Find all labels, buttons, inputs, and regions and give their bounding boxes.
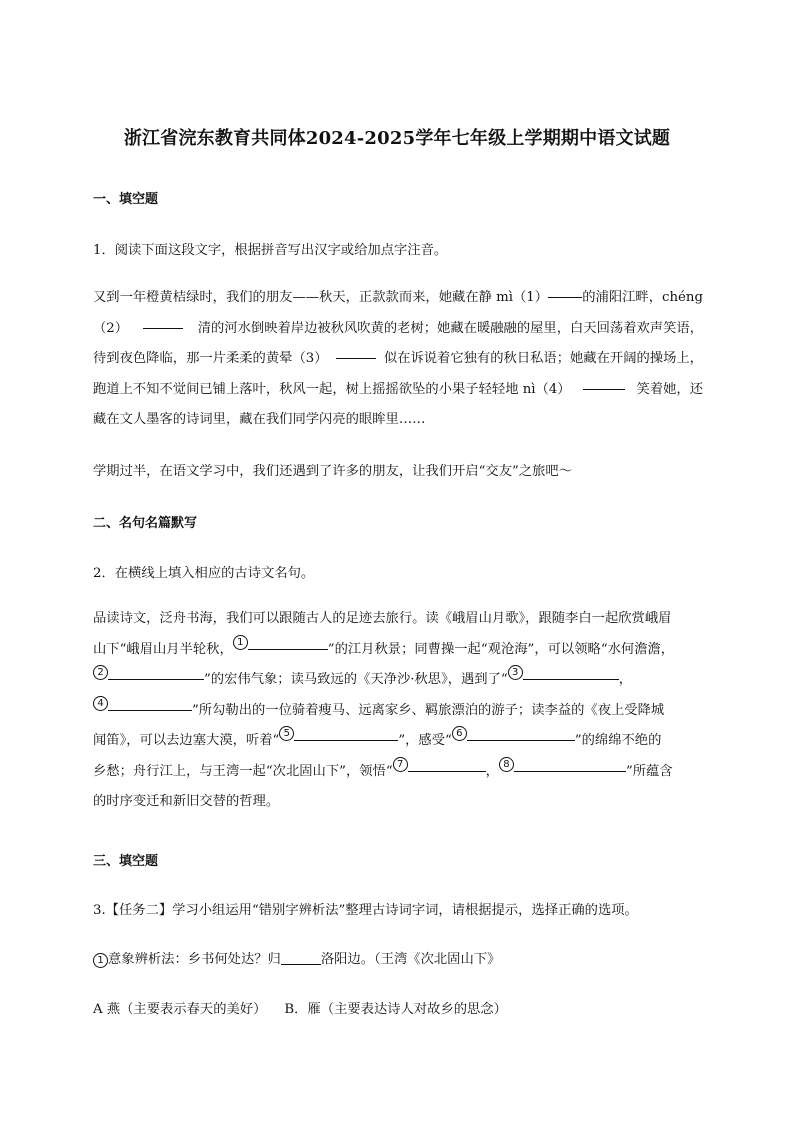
answer-blank-4[interactable] (583, 375, 625, 390)
page-title: 浙江省浣东教育共同体2024-2025学年七年级上学期期中语文试题 (123, 128, 671, 149)
passage-text: ”所勾勒出的一位骑着瘦马、远离家乡、羁旅漂泊的游子；读李益的《夜上受降城 (192, 702, 665, 718)
passage-text: 的时序变迁和新旧交替的哲理。 (93, 794, 280, 809)
option-a[interactable]: A 燕（主要表示春天的美好） (93, 1002, 267, 1017)
question-3-options (93, 998, 703, 1017)
passage-text: ”的江月秋景；同曹操一起“观沧海”，可以领略“水何澹澹， (327, 641, 675, 657)
answer-blank-3[interactable] (523, 665, 619, 680)
passage-text: 笑着她，还 (636, 381, 703, 397)
circled-number-1: 1 (93, 953, 108, 968)
question-2-passage (93, 604, 703, 818)
passage-text: 似在诉说着它独有的秋日私语；她藏在开阔的操场上， (383, 351, 703, 366)
passage-text: 山下“峨眉山月半轮秋， (93, 641, 233, 657)
question-2-stem: 2．在横线上填入相应的古诗文名句。 (93, 566, 315, 581)
passage-text: 品读诗文，泛舟书海，我们可以跟随古人的足迹去旅行。读《峨眉山月歌》，跟随李白一起欣赏峨眉 (93, 611, 672, 626)
answer-blank-6[interactable] (467, 726, 575, 741)
circled-number-8: 8 (499, 757, 514, 772)
answer-blank-1[interactable] (248, 635, 328, 650)
question-3-sub-1 (93, 948, 703, 968)
circled-number-3: 3 (508, 665, 523, 680)
answer-blank-4[interactable] (108, 696, 192, 711)
answer-blank-5[interactable] (294, 726, 398, 741)
section-heading-fill-blank: 一、填空题 (93, 192, 159, 207)
answer-blank-8[interactable] (514, 757, 626, 772)
answer-blank-3[interactable] (336, 344, 376, 359)
passage-text: （2） (93, 320, 129, 336)
circled-number-5: 5 (279, 726, 294, 741)
sub-question-text: 意象辨析法：乡书何处达？归 (108, 952, 281, 967)
passage-text: 跑道上不知不觉间已铺上落叶，秋风一起，树上摇摇欲坠的小果子轻轻地 nì（4） (93, 381, 571, 397)
circled-number-4: 4 (93, 696, 108, 711)
passage-text: 的浦阳江畔，chéng (582, 290, 703, 305)
answer-blank[interactable] (281, 950, 321, 965)
question-1-outro: 学期过半，在语文学习中，我们还遇到了许多的朋友，让我们开启“交友”之旅吧～ (93, 464, 572, 479)
passage-text: ， (618, 672, 632, 687)
passage-text: 清的河水倒映着岸边被秋风吹黄的老树；她藏在暖融融的屋里，白天回荡着欢声笑语， (197, 320, 703, 336)
passage-text: 藏在文人墨客的诗词里，藏在我们同学闪亮的眼眸里…… (93, 412, 426, 427)
passage-text: ”所蕴含 (625, 763, 673, 779)
question-1-stem: 1．阅读下面这段文字，根据拼音写出汉字或给加点字注音。 (93, 243, 448, 258)
passage-text: 乡愁；舟行江上，与王湾一起“次北固山下”，领悟“ (93, 763, 393, 779)
passage-text: 闻笛》，可以去边塞大漠，听着“ (93, 733, 280, 748)
question-1-passage (93, 283, 703, 436)
answer-blank-1[interactable] (548, 283, 582, 298)
passage-text: ， (485, 763, 499, 779)
section-heading-recitation: 二、名句名篇默写 (93, 516, 198, 531)
section-heading-fill-blank-2: 三、填空题 (93, 854, 159, 869)
answer-blank-2[interactable] (143, 314, 183, 329)
passage-text: 又到一年橙黄桔绿时，我们的朋友——秋天，正款款而来，她藏在静 mì（1） (93, 290, 549, 305)
circled-number-7: 7 (393, 757, 408, 772)
passage-text: ”的宏伟气象；读马致远的《天净沙·秋思》，遇到了“ (204, 672, 508, 687)
passage-text: 待到夜色降临，那一片柔柔的黄晕（3） (93, 351, 328, 366)
sub-question-text: 洛阳边。（王湾《次北固山下》 (320, 952, 501, 967)
circled-number-6: 6 (452, 726, 467, 741)
option-b[interactable]: B．雁（主要表达诗人对故乡的思念） (284, 1002, 507, 1017)
circled-number-2: 2 (93, 665, 108, 680)
circled-number-1: 1 (233, 635, 248, 650)
question-3-stem: 3.【任务二】学习小组运用“错别字辨析法”整理古诗词字词，请根据提示，选择正确的选项。 (93, 903, 638, 918)
answer-blank-2[interactable] (108, 665, 204, 680)
passage-text: ”的绵绵不绝的 (574, 733, 662, 748)
passage-text: ”，感受“ (398, 733, 452, 748)
answer-blank-7[interactable] (408, 757, 486, 772)
